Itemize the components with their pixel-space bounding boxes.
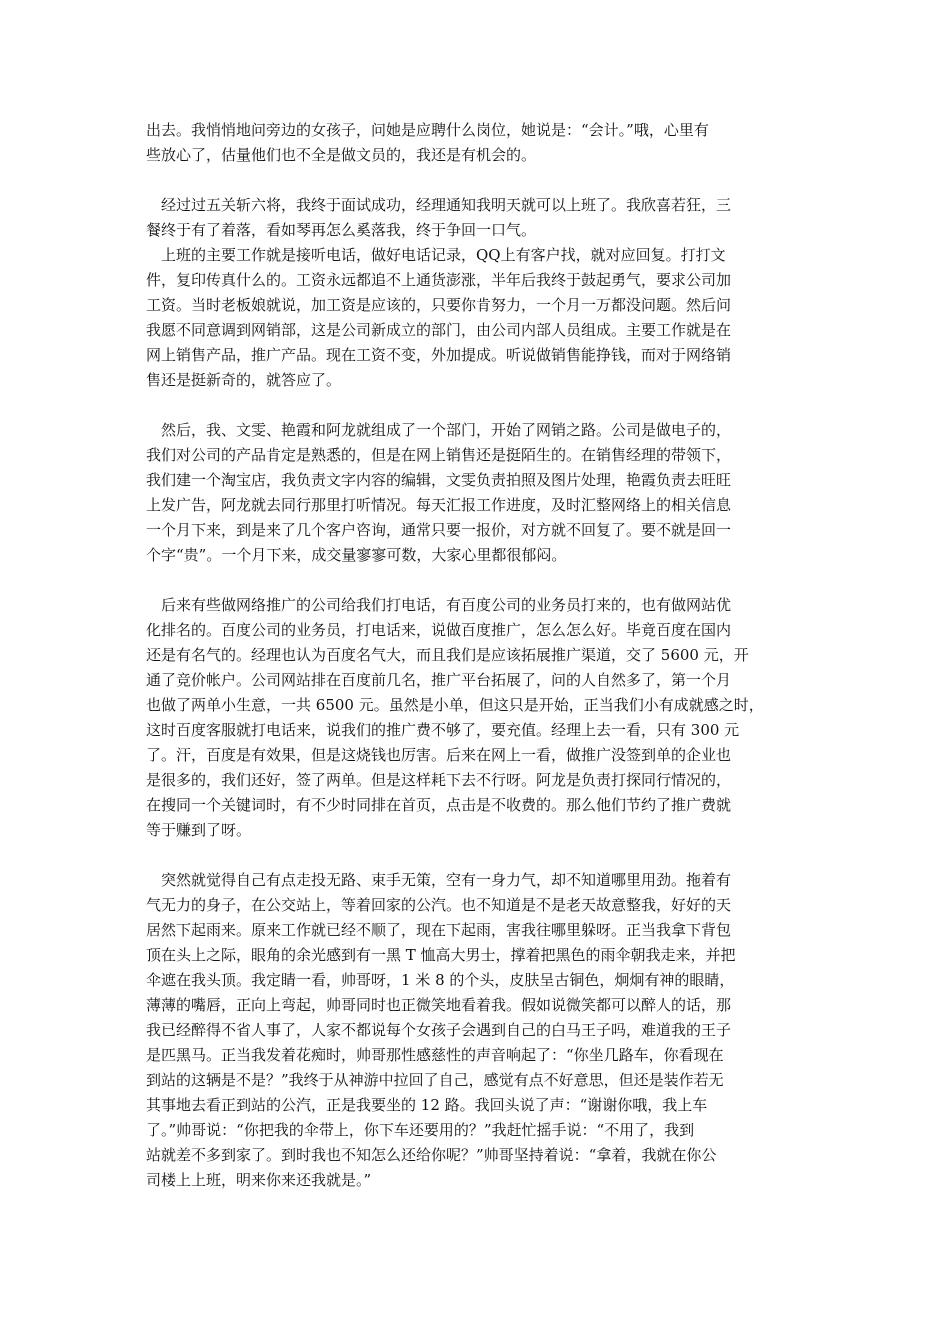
text-line: 站就差不多到家了。到时我也不知怎么还给你呢？”帅哥坚持着说：“拿着，我就在你公 — [146, 1146, 717, 1164]
text-line: 气无力的身子，在公交站上，等着回家的公汽。也不知道是不是老天故意整我，好好的天 — [146, 896, 732, 914]
text-line — [146, 1193, 814, 1218]
text-line: 我已经醉得不省人事了，人家不都说每个女孩子会遇到自己的白马王子吗，难道我的王子 — [146, 1021, 732, 1039]
text-line: 居然下起雨来。原来工作就已经不顺了，现在下起雨，害我往哪里躲呀。正当我拿下背包 — [146, 921, 732, 939]
text-line: 突然就觉得自己有点走投无路、束手无策，空有一身力气，却不知道哪里用劲。拖着有 — [146, 871, 732, 889]
text-line: 上班的主要工作就是接听电话，做好电话记录，QQ上有客户找，就对应回复。打打文 — [146, 246, 726, 264]
text-line: 是匹黑马。正当我发着花痴时，帅哥那性感慈性的声音响起了：“你坐几路车，你看现在 — [146, 1046, 724, 1064]
text-line: 顶在头上之际，眼角的余光感到有一黑 T 恤高大男士，撑着把黑色的雨伞朝我走来，并把 — [146, 946, 736, 964]
text-line: 等于赚到了呀。 — [146, 821, 252, 839]
text-line: 我们对公司的产品肯定是熟悉的，但是在网上销售还是挺陌生的。在销售经理的带领下， — [146, 446, 732, 464]
text-line: 这时百度客服就打电话来，说我们的推广费不够了，要充值。经理上去一看，只有 300 元 — [146, 721, 740, 739]
document-page — [146, 118, 814, 1218]
text-line: 在搜同一个关键词时，有不少时同排在首页，点击是不收费的。那么他们节约了推广费就 — [146, 796, 732, 814]
text-line: 了。”帅哥说：“你把我的伞带上，你下车还要用的？”我赶忙摇手说：“不用了，我到 — [146, 1121, 695, 1139]
text-line: 些放心了，估量他们也不全是做文员的，我还是有机会的。 — [146, 146, 537, 164]
paragraph-gap — [146, 393, 814, 418]
text-line: 薄薄的嘴唇，正向上弯起，帅哥同时也正微笑地看着我。假如说微笑都可以醉人的话，那 — [146, 996, 732, 1014]
text-line: 还是有名气的。经理也认为百度名气大，而且我们是应该拓展推广渠道，交了 5600 元，开 — [146, 646, 749, 664]
text-line: 是很多的，我们还好，签了两单。但是这样耗下去不行呀。阿龙是负责打探同行情况的， — [146, 771, 732, 789]
text-line: 上发广告，阿龙就去同行那里打听情况。每天汇报工作进度，及时汇整网络上的相关信息 — [146, 496, 732, 514]
text-line: 网上销售产品，推广产品。现在工资不变，外加提成。听说做销售能挣钱，而对于网络销 — [146, 346, 732, 364]
paragraph-gap — [146, 843, 814, 868]
paragraph-gap — [146, 568, 814, 593]
text-line: 伞遮在我头顶。我定睛一看，帅哥呀，1 米 8 的个头，皮肤呈古铜色，炯炯有神的眼睛， — [146, 971, 735, 989]
text-line: 化排名的。百度公司的业务员，打电话来，说做百度推广，怎么怎么好。毕竟百度在国内 — [146, 621, 732, 639]
text-line: 餐终于有了着落，看如琴再怎么奚落我，终于争回一口气。 — [146, 221, 537, 239]
text-line: 司楼上上班，明来你来还我就是。” — [146, 1171, 372, 1189]
paragraph-gap — [146, 168, 814, 193]
text-line: 我们建一个淘宝店，我负责文字内容的编辑，文雯负责拍照及图片处理，艳霞负责去旺旺 — [146, 471, 732, 489]
text-line: 其事地去看正到站的公汽，正是我要坐的 12 路。我回头说了声：“谢谢你哦，我上车 — [146, 1096, 708, 1114]
text-line: 出去。我悄悄地问旁边的女孩子，问她是应聘什么岗位，她说是：“会计。”哦，心里有 — [146, 121, 709, 139]
text-line: 售还是挺新奇的，就答应了。 — [146, 371, 342, 389]
text-line: 到站的这辆是不是？”我终于从神游中拉回了自己，感觉有点不好意思，但还是装作若无 — [146, 1071, 724, 1089]
text-line: 了。汗，百度是有效果，但是这烧钱也厉害。后来在网上一看，做推广没签到单的企业也 — [146, 746, 732, 764]
text-line: 后来有些做网络推广的公司给我们打电话，有百度公司的业务员打来的，也有做网站优 — [146, 596, 732, 614]
text-line: 工资。当时老板娘就说，加工资是应该的，只要你肯努力，一个月一万都没问题。然后问 — [146, 296, 732, 314]
text-line: 件，复印传真什么的。工资永远都追不上通货澎涨，半年后我终于鼓起勇气，要求公司加 — [146, 271, 732, 289]
text-line: 个字“贵”。一个月下来，成交量寥寥可数，大家心里都很郁闷。 — [146, 546, 567, 564]
text-line: 通了竞价帐户。公司网站排在百度前几名，推广平台拓展了，问的人自然多了，第一个月 — [146, 671, 732, 689]
text-line: 一个月下来，到是来了几个客户咨询，通常只要一报价，对方就不回复了。要不就是回一 — [146, 521, 732, 539]
text-line: 经过过五关斩六将，我终于面试成功，经理通知我明天就可以上班了。我欣喜若狂，三 — [146, 196, 732, 214]
text-line: 也做了两单小生意，一共 6500 元。虽然是小单，但这只是开始，正当我们小有成就感之时， — [146, 696, 764, 714]
text-line: 然后，我、文雯、艳霞和阿龙就组成了一个部门，开始了网销之路。公司是做电子的， — [146, 421, 732, 439]
text-line: 我愿不同意调到网销部，这是公司新成立的部门，由公司内部人员组成。主要工作就是在 — [146, 321, 732, 339]
